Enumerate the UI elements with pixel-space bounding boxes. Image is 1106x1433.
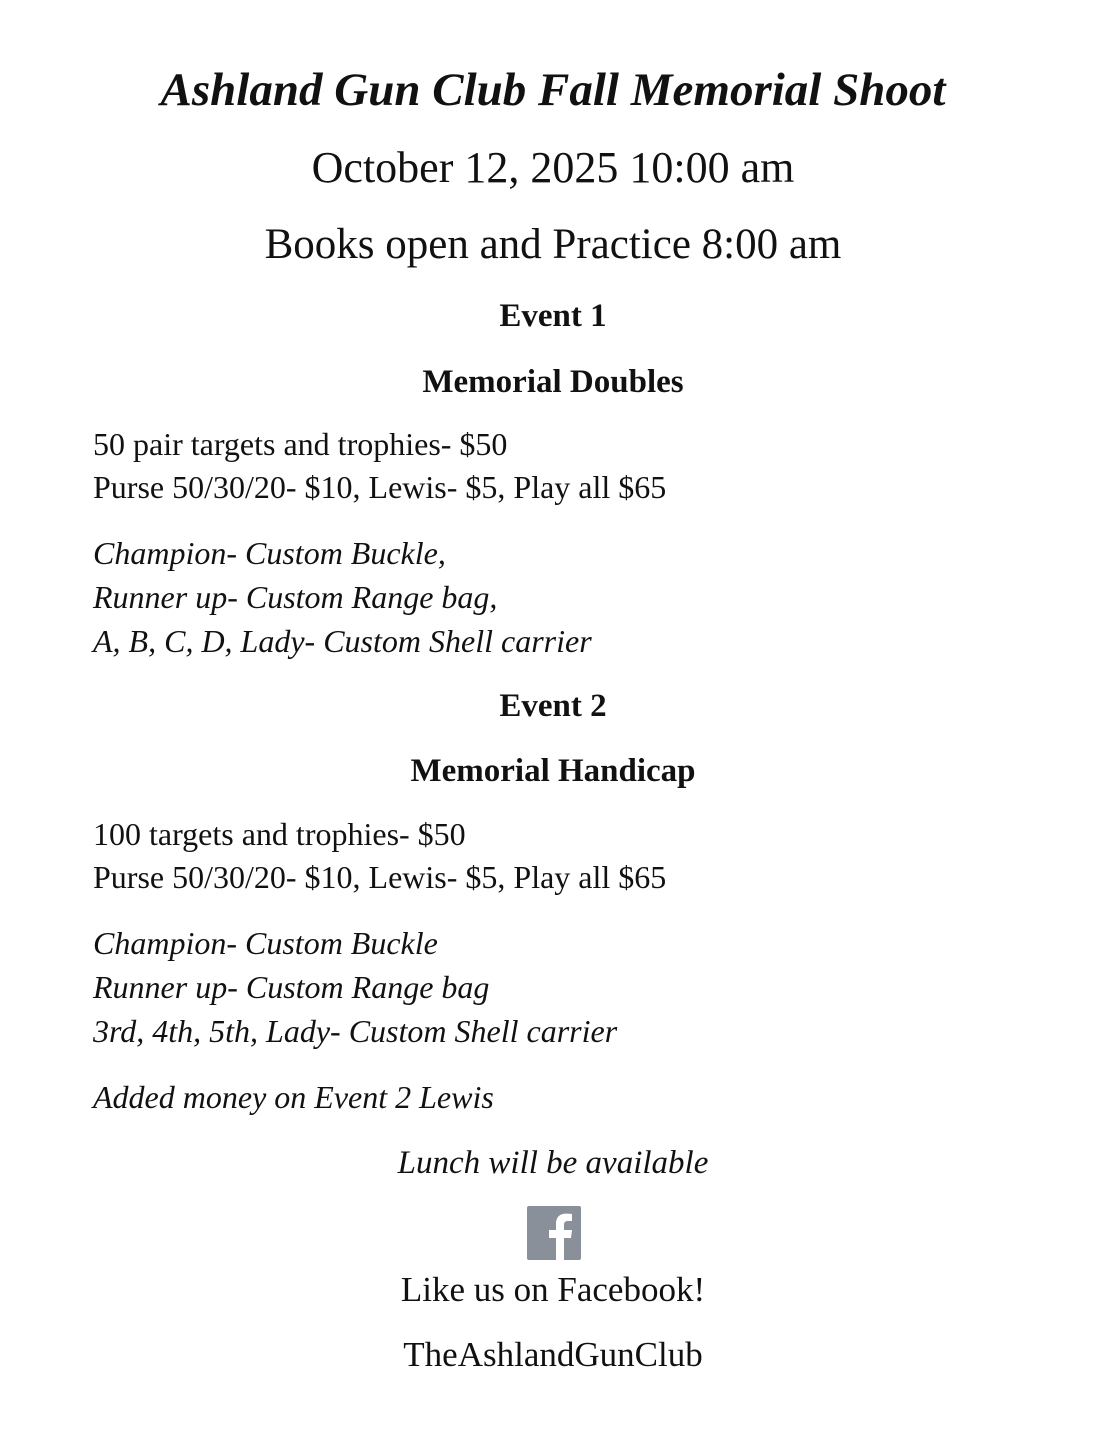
books-open-time: Books open and Practice 8:00 am — [264, 221, 842, 268]
event-1-detail-purse: Purse 50/30/20- $10, Lewis- $5, Play all $65 — [93, 469, 667, 505]
event-2-prize-places: 3rd, 4th, 5th, Lady- Custom Shell carrier — [93, 1013, 618, 1049]
event-1-detail-targets: 50 pair targets and trophies- $50 — [93, 426, 508, 462]
event-2-prize-champion: Champion- Custom Buckle — [93, 925, 438, 961]
event-2-name: Memorial Handicap — [410, 753, 696, 789]
event-2-detail-targets: 100 targets and trophies- $50 — [93, 816, 466, 852]
event-1-name: Memorial Doubles — [422, 364, 684, 400]
flyer-title: Ashland Gun Club Fall Memorial Shoot — [160, 64, 946, 116]
facebook-like-text: Like us on Facebook! — [400, 1270, 706, 1309]
event-1-label: Event 1 — [499, 298, 607, 334]
lunch-note: Lunch will be available — [397, 1145, 709, 1181]
facebook-f-glyph — [527, 1206, 581, 1260]
event-2-label: Event 2 — [499, 688, 607, 724]
event-1-prize-champion: Champion- Custom Buckle, — [93, 535, 446, 571]
facebook-icon — [527, 1206, 581, 1260]
event-2-prize-runner-up: Runner up- Custom Range bag — [93, 969, 490, 1005]
event-date: October 12, 2025 10:00 am — [311, 143, 795, 192]
added-money-note: Added money on Event 2 Lewis — [93, 1079, 494, 1115]
event-2-detail-purse: Purse 50/30/20- $10, Lewis- $5, Play all $65 — [93, 859, 667, 895]
event-1-prize-classes: A, B, C, D, Lady- Custom Shell carrier — [93, 623, 592, 659]
event-1-prize-runner-up: Runner up- Custom Range bag, — [93, 579, 498, 615]
facebook-handle: TheAshlandGunClub — [403, 1335, 703, 1374]
